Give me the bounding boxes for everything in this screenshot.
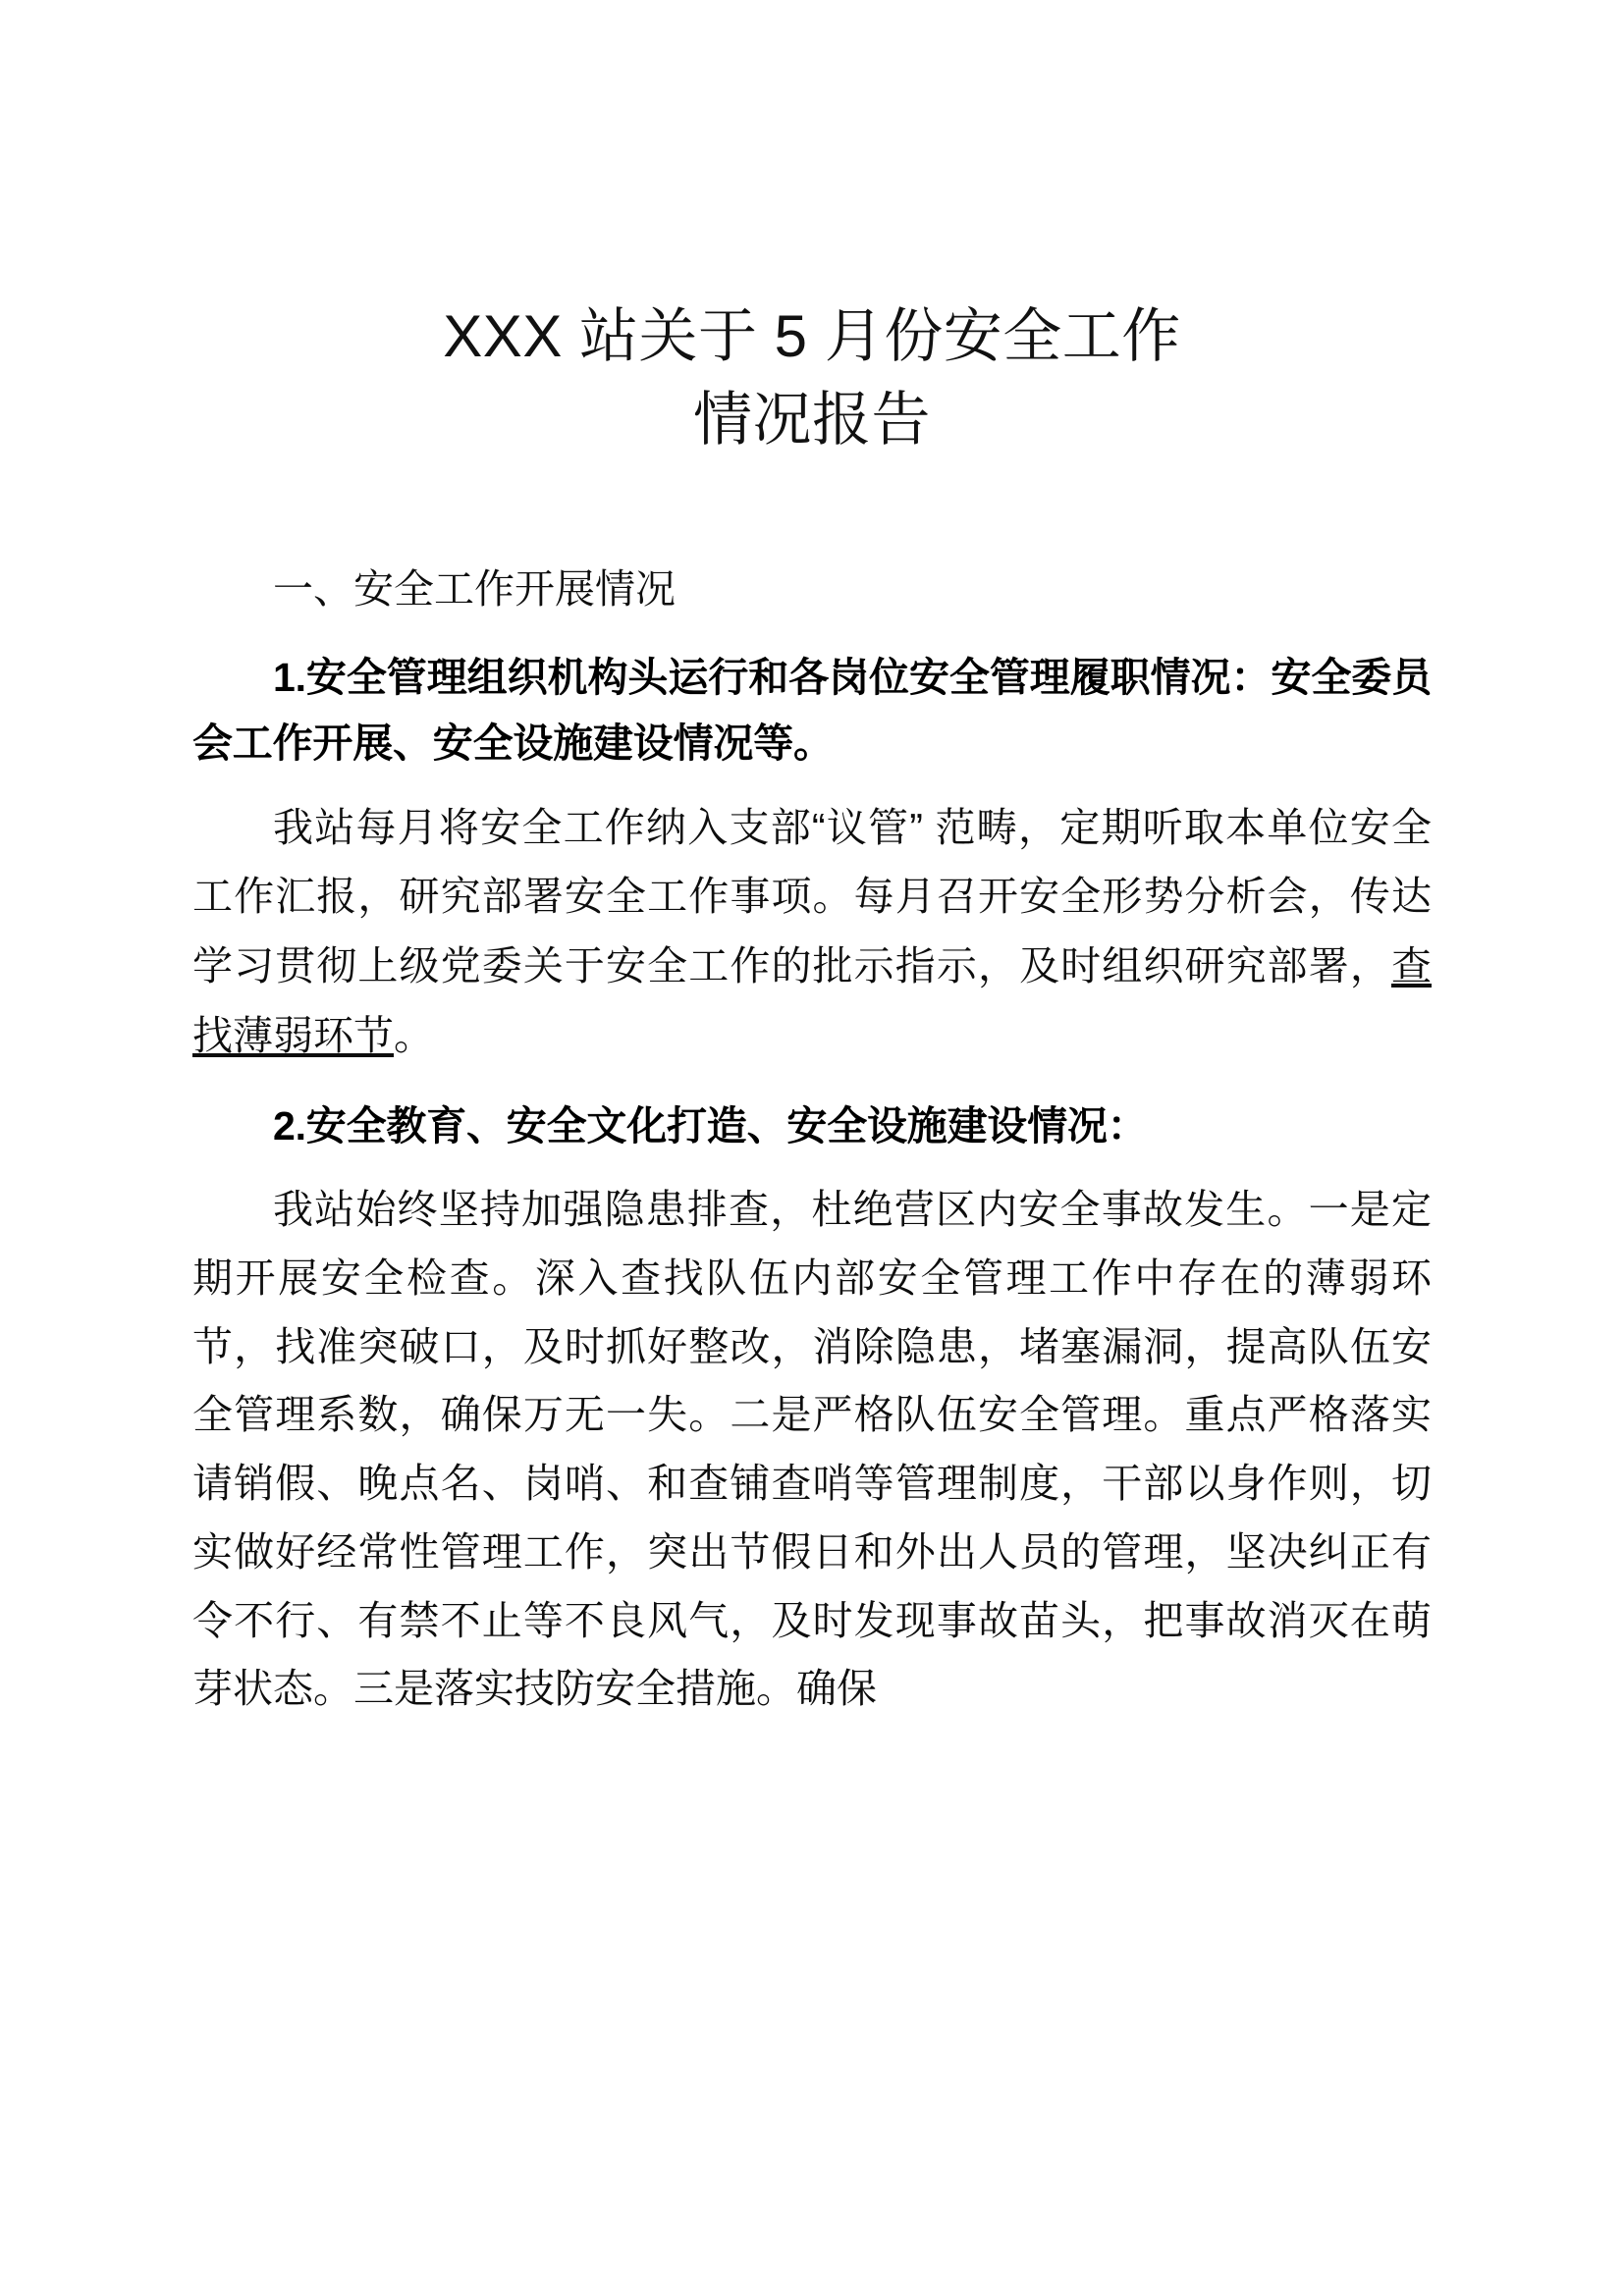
paragraph-1-text-before: 我站每月将安全工作纳入支部“议管” 范畴，定期听取本单位安全工作汇报，研究部署安全工作事项。每月召开安全形势分析会，传达学习贯彻上级党委关于安全工作的批示指示，及时组织研究部署，	[192, 804, 1432, 988]
spacer	[192, 783, 1432, 793]
subsection-heading-1: 1.安全管理组织机构头运行和各岗位安全管理履职情况：安全委员会工作开展、安全设施建设情况等。	[192, 655, 1432, 766]
title-bottom-spacer	[192, 461, 1432, 558]
page-title	[192, 294, 1432, 461]
document-body	[192, 0, 1432, 1730]
paragraph-1-underlined-text: 查找薄弱环节	[192, 942, 1432, 1058]
section-heading-one: 一、安全工作开展情况	[273, 566, 676, 613]
paragraph-1-text-after: 。	[394, 1012, 434, 1058]
paragraph-2: 我站始终坚持加强隐患排查，杜绝营区内安全事故发生。一是定期开展安全检查。深入查找队伍内部安全管理工作中存在的薄弱环节，找准突破口，及时抓好整改，消除隐患，堵塞漏洞，提高队伍安全管理系数，确保万无一失。二是严格队伍安全管理。重点严格落实请销假、晚点名、岗哨、和查铺查哨等管理制度，干部以身作则，切实做好经常性管理工作，突出节假日和外出人员的管理，坚决纠正有令不行、有禁不止等不良风气，及时发现事故苗头，把事故消灭在萌芽状态。三是落实技防安全措施。确保	[192, 1187, 1432, 1712]
spacer	[192, 1076, 1432, 1094]
spacer	[192, 1166, 1432, 1176]
page-title-line-2: 情况报告	[693, 387, 931, 454]
paragraph-1	[192, 793, 1432, 1070]
page-title-line-1: XXX 站关于 5 月份安全工作	[443, 303, 1181, 369]
title-top-spacer	[192, 0, 1432, 294]
subsection-heading-2: 2.安全教育、安全文化打造、安全设施建设情况：	[273, 1103, 1148, 1149]
spacer	[192, 635, 1432, 645]
